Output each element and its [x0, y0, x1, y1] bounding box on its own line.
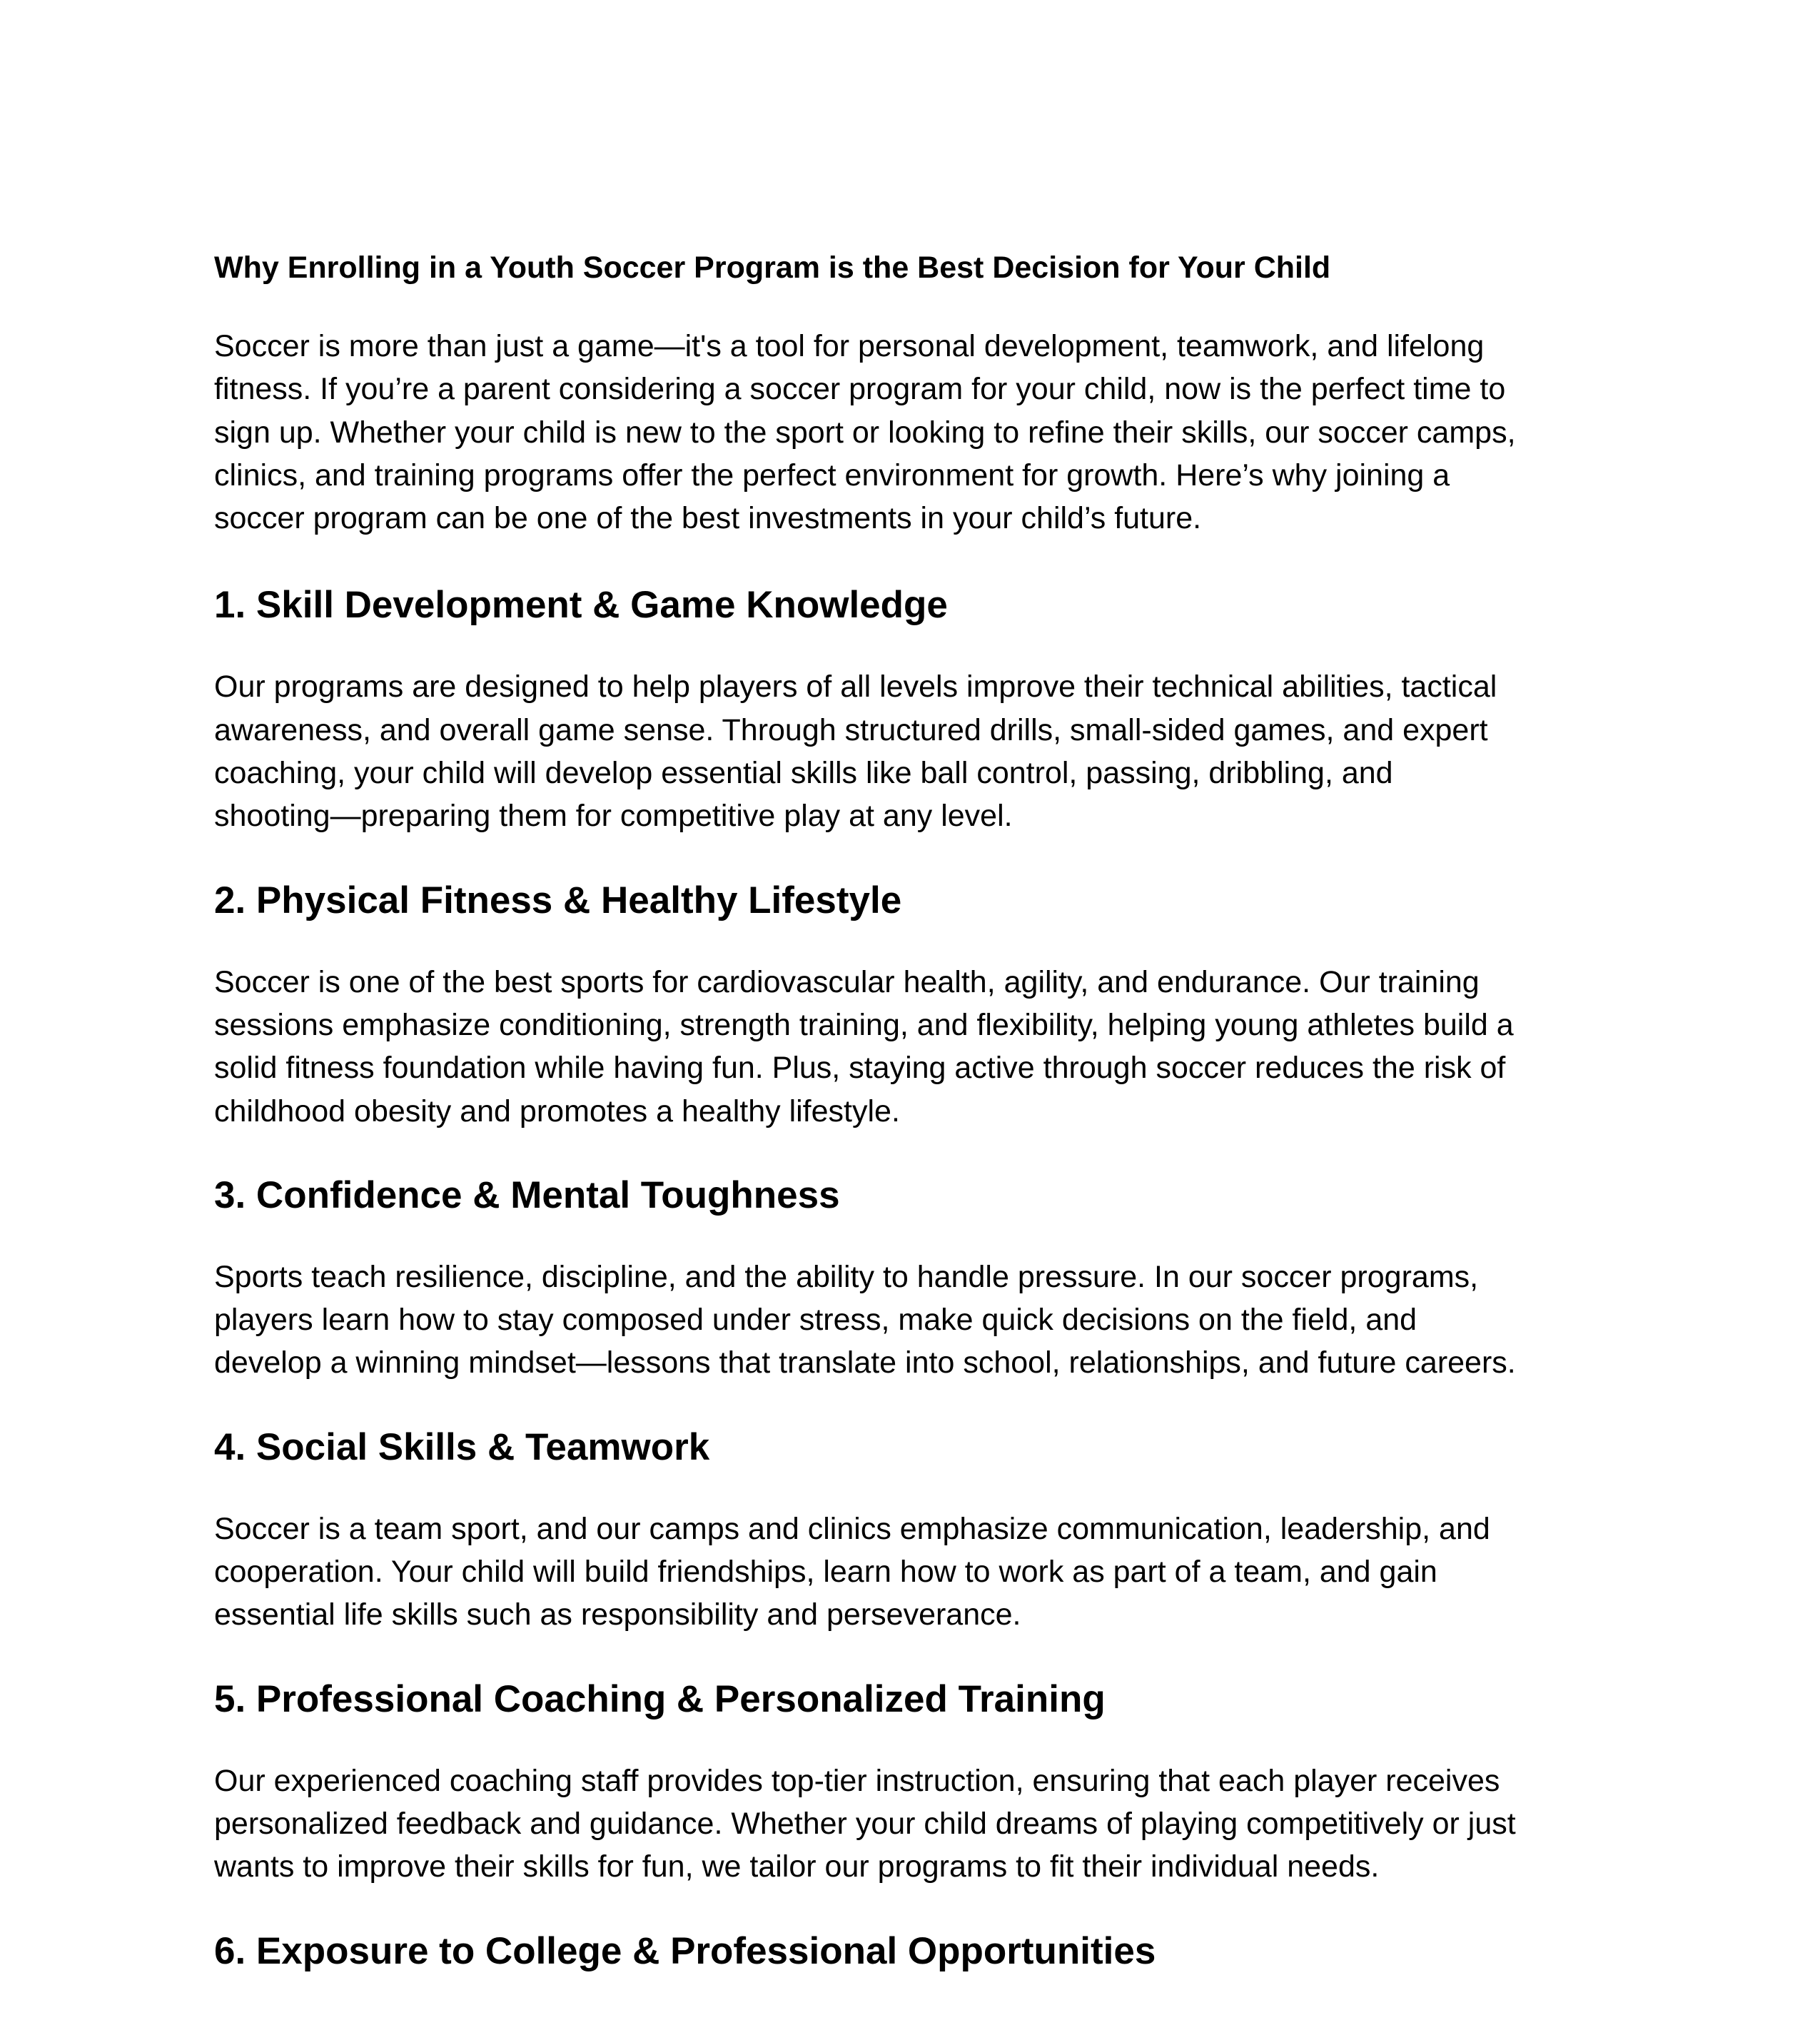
section-skill-development — [214, 582, 1613, 837]
text-line: childhood obesity and promotes a healthy lifestyle. — [214, 1094, 900, 1128]
text-line: Our experienced coaching staff provides top-tier instruction, ensuring that each player receives — [214, 1763, 1500, 1798]
text-line: coaching, your child will develop essential skills like ball control, passing, dribbling, and — [214, 756, 1393, 791]
section-paragraph — [214, 665, 1613, 837]
section-paragraph — [214, 961, 1613, 1133]
section-physical-fitness — [214, 878, 1613, 1133]
text-line: awareness, and overall game sense. Through structured drills, small-sided games, and expert — [214, 712, 1488, 747]
section-paragraph — [214, 1256, 1613, 1385]
text-line: Soccer is a team sport, and our camps and clinics emphasize communication, leadership, and — [214, 1511, 1490, 1546]
section-heading: 5. Professional Coaching & Personalized Training — [214, 1677, 1106, 1720]
section-paragraph — [214, 1508, 1613, 1637]
text-line: wants to improve their skills for fun, we tailor our programs to fit their individual needs. — [214, 1849, 1380, 1884]
section-heading: 6. Exposure to College & Professional Opportunities — [214, 1929, 1156, 1972]
text-line: Our programs are designed to help players of all levels improve their technical abilities, tactical — [214, 670, 1497, 705]
text-line: Soccer is more than just a game—it's a tool for personal development, teamwork, and lifelong — [214, 329, 1485, 363]
section-heading: 3. Confidence & Mental Toughness — [214, 1173, 840, 1216]
section-social-skills — [214, 1425, 1613, 1637]
section-heading: 2. Physical Fitness & Healthy Lifestyle — [214, 879, 902, 921]
document-title: Why Enrolling in a Youth Soccer Program is the Best Decision for Your Child — [214, 251, 1331, 285]
text-line: fitness. If you’re a parent considering a soccer program for your child, now is the perfect time to — [214, 372, 1506, 407]
text-line: Soccer is one of the best sports for cardiovascular health, agility, and endurance. Our training — [214, 964, 1480, 999]
text-line: soccer program can be one of the best investments in your child’s future. — [214, 501, 1202, 536]
section-heading: 1. Skill Development & Game Knowledge — [214, 584, 948, 627]
section-college-exposure — [214, 1929, 1613, 1974]
text-line: players learn how to stay composed under stress, make quick decisions on the field, and — [214, 1303, 1417, 1338]
text-line: essential life skills such as responsibility and perseverance. — [214, 1597, 1021, 1632]
text-line: sign up. Whether your child is new to the sport or looking to refine their skills, our soccer camps, — [214, 415, 1516, 450]
section-paragraph — [214, 1759, 1613, 1889]
text-line: clinics, and training programs offer the perfect environment for growth. Here’s why joining a — [214, 458, 1450, 493]
text-line: develop a winning mindset—lessons that translate into school, relationships, and future careers. — [214, 1345, 1516, 1380]
section-professional-coaching — [214, 1677, 1613, 1889]
text-line: Sports teach resilience, discipline, and the ability to handle pressure. In our soccer programs, — [214, 1259, 1479, 1294]
section-confidence — [214, 1173, 1613, 1385]
text-line: solid fitness foundation while having fun. Plus, staying active through soccer reduces the risk of — [214, 1051, 1506, 1086]
text-line: personalized feedback and guidance. Whether your child dreams of playing competitively or just — [214, 1806, 1516, 1841]
text-line: sessions emphasize conditioning, strength training, and flexibility, helping young athletes build a — [214, 1007, 1514, 1042]
section-heading: 4. Social Skills & Teamwork — [214, 1425, 710, 1468]
intro-paragraph — [214, 325, 1613, 540]
text-line: cooperation. Your child will build friendships, learn how to work as part of a team, and gain — [214, 1555, 1437, 1590]
document-page — [214, 246, 1613, 2011]
text-line: shooting—preparing them for competitive play at any level. — [214, 799, 1013, 834]
